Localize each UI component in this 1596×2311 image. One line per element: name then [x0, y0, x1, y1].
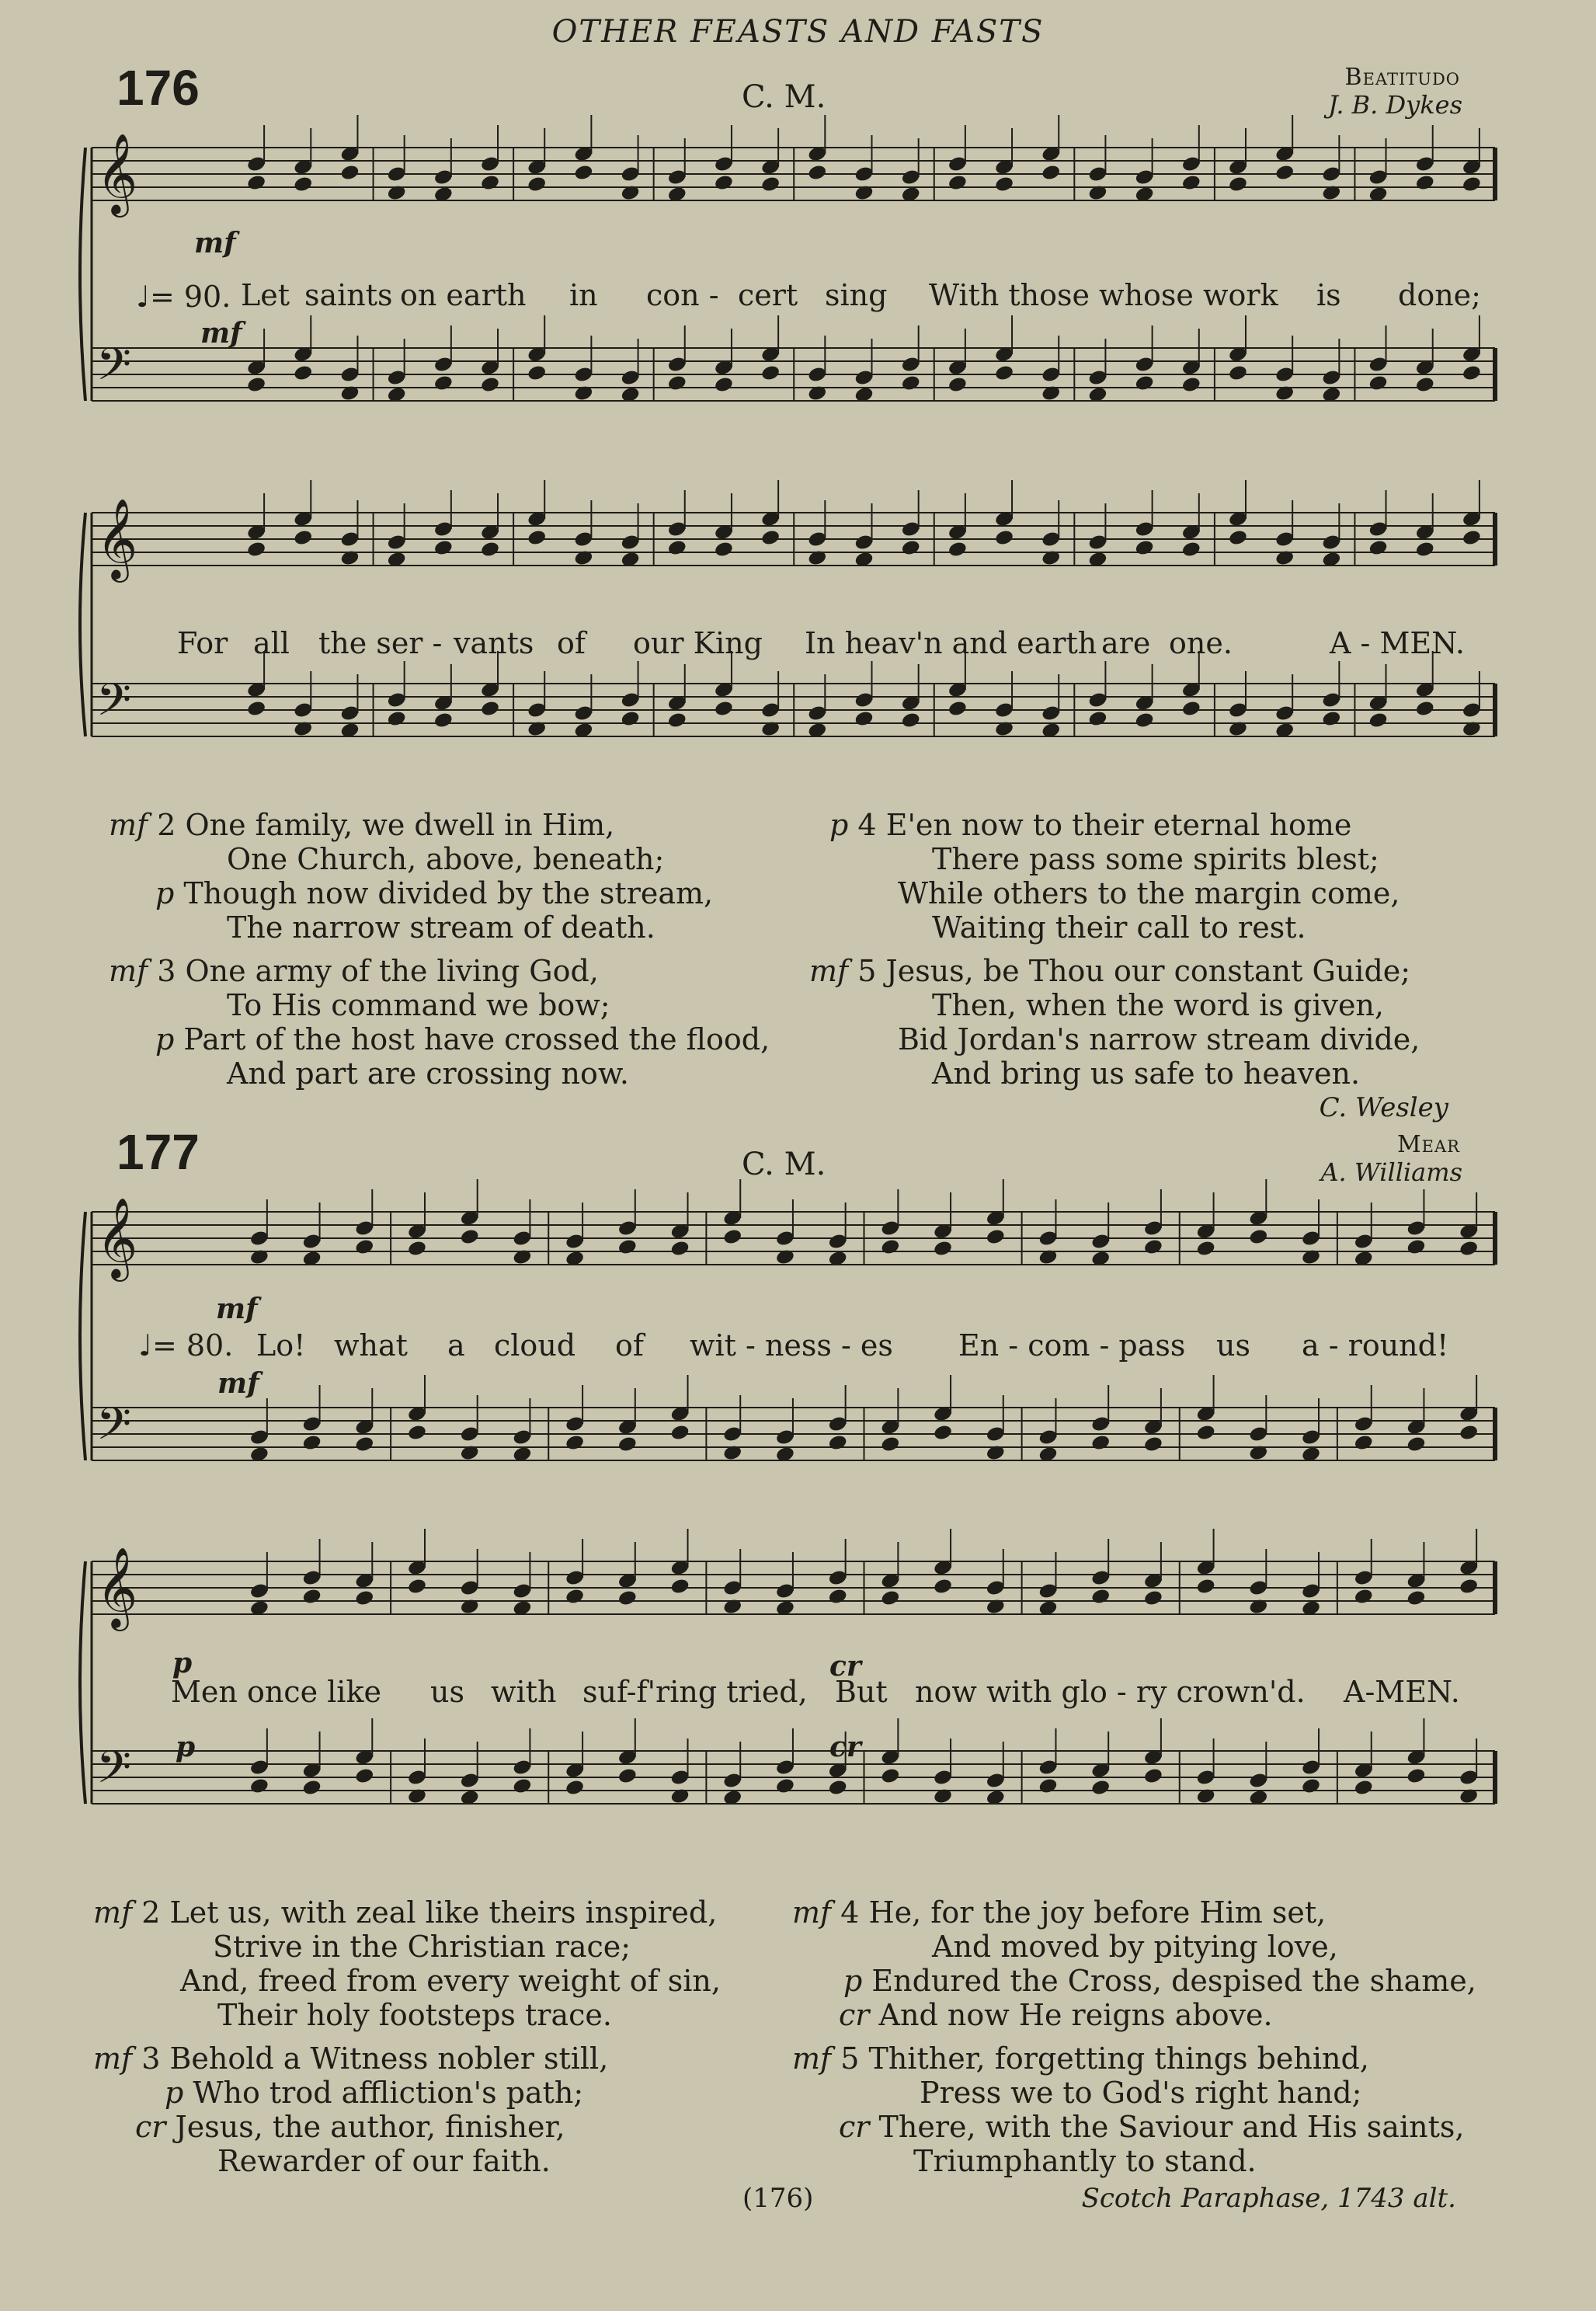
lyric-syllable: what	[334, 1328, 408, 1363]
lyric-syllable: con -	[646, 278, 719, 312]
note-head	[948, 541, 968, 559]
note-head	[714, 376, 734, 394]
note-head	[775, 1777, 795, 1795]
dynamic-marking: p	[172, 1647, 193, 1679]
note-head	[948, 174, 968, 192]
lyric-syllable: In heav'n and earth	[805, 626, 1097, 660]
text-author: Scotch Paraphase, 1743 alt.	[1081, 2183, 1456, 2214]
note-head	[1181, 541, 1201, 559]
lyric-syllable: En - com - pass	[958, 1328, 1186, 1363]
note-head	[901, 539, 921, 557]
dynamic-marking: mf	[200, 317, 242, 350]
note-head	[1368, 539, 1388, 557]
verse-line: Triumphantly to stand.	[913, 2144, 1257, 2178]
note-head	[760, 176, 781, 193]
note-head	[617, 1238, 638, 1256]
text-author: C. Wesley	[1319, 1092, 1448, 1123]
verse-line: mf 4 He, for the joy before Him set,	[792, 1895, 1327, 1930]
note-head	[880, 1436, 900, 1453]
note-head	[1459, 1424, 1479, 1442]
note-head	[1415, 174, 1435, 192]
note-head	[301, 1434, 322, 1452]
note-head	[246, 541, 266, 559]
lyric-syllable: done;	[1398, 278, 1481, 312]
dynamic-marking: mf	[217, 1367, 259, 1400]
lyric-syllable: is	[1316, 278, 1341, 312]
note-head	[760, 529, 781, 547]
note-head	[667, 374, 687, 392]
note-head	[617, 1767, 638, 1785]
dynamic-marking: cr	[829, 1650, 861, 1683]
verse-line: mf 2 Let us, with zeal like theirs inspired,	[93, 1895, 718, 1930]
verse-line: One Church, above, beneath;	[227, 842, 665, 876]
note-head	[714, 174, 734, 192]
lyric-syllable: a - round!	[1302, 1328, 1449, 1363]
note-head	[667, 539, 687, 557]
note-head	[301, 1588, 322, 1606]
note-head	[1090, 1434, 1111, 1452]
lyric-syllable: Men once like	[171, 1675, 381, 1709]
verses-right	[792, 1895, 1476, 2178]
note-head	[293, 176, 313, 193]
verse-line: Press we to God's right hand;	[920, 2076, 1362, 2110]
lyric-syllable: With those whose work	[929, 278, 1278, 312]
note-head	[1462, 176, 1482, 193]
note-head	[1181, 700, 1201, 718]
note-head	[480, 700, 500, 718]
note-head	[1415, 376, 1435, 394]
note-head	[1090, 1779, 1111, 1797]
lyric-syllable: Let	[241, 278, 290, 312]
lyric-syllable: But	[835, 1675, 888, 1709]
verse-line: There pass some spirits blest;	[932, 842, 1379, 876]
note-head	[480, 376, 500, 394]
note-head	[986, 1228, 1006, 1246]
note-head	[1228, 364, 1248, 382]
note-head	[1406, 1238, 1426, 1256]
lyric-syllable: of	[557, 626, 586, 660]
note-head	[1135, 539, 1155, 557]
verse-line: mf 3 One army of the living God,	[109, 954, 599, 988]
note-head	[1228, 176, 1248, 193]
lyric-syllable: us	[1216, 1328, 1250, 1363]
lyric-syllable: of	[615, 1328, 644, 1363]
tune-name: Beatitudo	[1344, 64, 1460, 91]
lyric-syllable: with	[491, 1675, 557, 1709]
note-head	[994, 176, 1014, 193]
verse-line: mf 5 Jesus, be Thou our constant Guide;	[809, 954, 1411, 988]
page-number: (176)	[742, 2183, 814, 2214]
note-head	[246, 174, 266, 192]
lyric-syllable: on earth	[400, 278, 527, 312]
note-head	[1459, 1240, 1479, 1258]
brace	[80, 513, 85, 736]
note-head	[433, 712, 454, 729]
note-head	[1462, 529, 1482, 547]
note-head	[354, 1238, 374, 1256]
lyric-syllable: Lo!	[256, 1328, 306, 1363]
note-head	[1462, 364, 1482, 382]
note-head	[1301, 1777, 1321, 1795]
hymn-number: 176	[116, 60, 200, 116]
verse-line: And moved by pitying love,	[932, 1930, 1338, 1964]
verse-line: Rewarder of our faith.	[217, 2144, 551, 2178]
lyric-syllable: our King	[633, 626, 763, 660]
hymn-meter: C. M.	[742, 1147, 826, 1182]
note-head	[933, 1578, 953, 1596]
note-head	[246, 376, 266, 394]
dynamic-marking: p	[176, 1731, 196, 1763]
verse-line: And bring us safe to heaven.	[932, 1056, 1361, 1091]
note-head	[1143, 1238, 1163, 1256]
note-head	[460, 1228, 480, 1246]
dynamic-marking: mf	[216, 1293, 258, 1325]
note-head	[669, 1578, 690, 1596]
note-head	[301, 1779, 322, 1797]
lyric-syllable: sing	[825, 278, 888, 312]
note-head	[527, 529, 547, 547]
note-head	[828, 1779, 848, 1797]
quarter-note-icon: ♩	[136, 280, 150, 314]
lyric-syllable: are	[1101, 626, 1151, 660]
lyric-syllable: A - MEN.	[1330, 626, 1465, 660]
composer: J. B. Dykes	[1327, 90, 1462, 120]
note-head	[249, 1777, 269, 1795]
composer: A. Williams	[1320, 1157, 1462, 1187]
note-head	[667, 712, 687, 729]
note-head	[880, 1767, 900, 1785]
note-head	[1354, 1434, 1374, 1452]
tune-name: Mear	[1396, 1131, 1460, 1158]
note-head	[480, 174, 500, 192]
lyric-syllable: wit - ness - es	[690, 1328, 893, 1363]
verse-line: cr Jesus, the author, finisher,	[135, 2110, 565, 2144]
note-head	[246, 700, 266, 718]
note-head	[354, 1767, 374, 1785]
note-head	[354, 1589, 374, 1607]
dynamic-marking: mf	[194, 227, 236, 259]
verse-line: mf 3 Behold a Witness nobler still,	[93, 2041, 609, 2076]
note-head	[1181, 174, 1201, 192]
note-head	[828, 1588, 848, 1606]
note-head	[880, 1238, 900, 1256]
note-head	[948, 376, 968, 394]
lyric-syllable: us	[430, 1675, 464, 1709]
bass-clef-icon: 𝄢	[96, 1397, 132, 1461]
verse-line: p Who trod affliction's path;	[165, 2076, 584, 2110]
hymn-meter: C. M.	[742, 79, 826, 115]
lyric-syllable: cloud	[494, 1328, 576, 1363]
note-head	[1368, 712, 1388, 729]
note-head	[854, 710, 874, 728]
note-head	[573, 164, 593, 182]
note-head	[527, 364, 547, 382]
hymn-number: 177	[116, 1124, 200, 1180]
note-head	[407, 1424, 427, 1442]
verse-line: While others to the margin come,	[898, 876, 1400, 910]
lyric-syllable: a	[447, 1328, 465, 1363]
note-head	[293, 529, 313, 547]
note-head	[387, 710, 407, 728]
note-head	[433, 539, 454, 557]
brace	[80, 148, 85, 401]
verse-line: Then, when the word is given,	[932, 988, 1384, 1022]
note-head	[1368, 374, 1388, 392]
note-head	[480, 541, 500, 559]
note-head	[1135, 374, 1155, 392]
note-head	[1090, 1588, 1111, 1606]
verse-line: p Though now divided by the stream,	[155, 876, 714, 910]
lyric-syllable: now with glo - ry crown'd.	[915, 1675, 1306, 1709]
note-head	[565, 1588, 585, 1606]
note-head	[1415, 700, 1435, 718]
note-head	[527, 176, 547, 193]
note-head	[807, 164, 827, 182]
verse-line: Bid Jordan's narrow stream divide,	[898, 1022, 1420, 1056]
note-head	[948, 700, 968, 718]
brace	[80, 1212, 85, 1460]
note-head	[1406, 1589, 1426, 1607]
note-head	[1248, 1228, 1268, 1246]
verse-line: p Endured the Cross, despised the shame,	[843, 1964, 1476, 1998]
note-head	[669, 1240, 690, 1258]
note-head	[722, 1228, 742, 1246]
treble-clef-icon: 𝄞	[96, 133, 138, 214]
verses-right	[809, 808, 1420, 1091]
verse-line: p 4 E'en now to their eternal home	[829, 808, 1352, 842]
verse-line: Waiting their call to rest.	[932, 910, 1306, 945]
verse-line: cr And now He reigns above.	[839, 1998, 1273, 2032]
note-head	[407, 1578, 427, 1596]
lyric-syllable: A-MEN.	[1344, 1675, 1460, 1709]
verses-left	[109, 808, 770, 1091]
note-head	[1228, 529, 1248, 547]
note-head	[901, 712, 921, 729]
note-head	[1274, 164, 1295, 182]
bass-clef-icon: 𝄢	[96, 1741, 132, 1805]
note-head	[1196, 1578, 1216, 1596]
lyric-syllable: cert	[738, 278, 798, 312]
note-head	[1135, 712, 1155, 729]
quarter-note-icon: ♩	[138, 1328, 152, 1363]
note-head	[1041, 164, 1061, 182]
note-head	[1406, 1767, 1426, 1785]
note-head	[293, 364, 313, 382]
bass-clef-icon: 𝄢	[96, 673, 132, 737]
treble-clef-icon: 𝄞	[96, 1547, 138, 1628]
note-head	[1459, 1578, 1479, 1596]
running-header: OTHER FEASTS AND FASTS	[551, 14, 1045, 50]
note-head	[1143, 1436, 1163, 1453]
verse-line: And, freed from every weight of sin,	[180, 1964, 721, 1998]
note-head	[617, 1436, 638, 1453]
note-head	[1143, 1767, 1163, 1785]
note-head	[354, 1436, 374, 1453]
verse-line: And part are crossing now.	[227, 1056, 630, 1091]
note-head	[433, 374, 454, 392]
note-head	[994, 529, 1014, 547]
note-head	[617, 1589, 638, 1607]
note-head	[565, 1434, 585, 1452]
verse-line: p Part of the host have crossed the flood,	[155, 1022, 770, 1056]
verse-line: Strive in the Christian race;	[213, 1930, 631, 1964]
verse-line: cr There, with the Saviour and His saints,	[839, 2110, 1465, 2144]
note-head	[1181, 376, 1201, 394]
lyric-syllable: all	[253, 626, 290, 660]
note-head	[1196, 1240, 1216, 1258]
note-head	[880, 1589, 900, 1607]
verses-left	[93, 1895, 721, 2178]
note-head	[621, 710, 641, 728]
note-head	[1354, 1779, 1374, 1797]
note-head	[565, 1779, 585, 1797]
verse-line: The narrow stream of death.	[227, 910, 655, 945]
note-head	[901, 374, 921, 392]
verse-line: To His command we bow;	[227, 988, 610, 1022]
note-head	[1087, 710, 1107, 728]
lyric-syllable: For	[177, 626, 228, 660]
brace	[80, 1561, 85, 1804]
note-head	[994, 364, 1014, 382]
lyric-syllable: saints	[304, 278, 393, 312]
note-head	[828, 1434, 848, 1452]
note-head	[1143, 1589, 1163, 1607]
treble-clef-icon: 𝄞	[96, 498, 138, 579]
note-head	[339, 164, 360, 182]
note-head	[933, 1424, 953, 1442]
note-head	[714, 700, 734, 718]
note-head	[1415, 541, 1435, 559]
note-head	[1354, 1588, 1374, 1606]
note-head	[760, 364, 781, 382]
note-head	[1196, 1424, 1216, 1442]
lyric-syllable: suf-f'ring tried,	[582, 1675, 808, 1709]
lyric-syllable: the ser -	[318, 626, 443, 660]
bass-clef-icon: 𝄢	[96, 338, 132, 402]
note-head	[1406, 1436, 1426, 1453]
note-head	[512, 1777, 532, 1795]
verse-line: mf 2 One family, we dwell in Him,	[109, 808, 615, 842]
treble-clef-icon: 𝄞	[96, 1197, 138, 1279]
note-head	[669, 1424, 690, 1442]
verse-line: mf 5 Thither, forgetting things behind,	[792, 2041, 1369, 2076]
dynamic-marking: cr	[829, 1731, 861, 1763]
verse-line: Their holy footsteps trace.	[217, 1998, 612, 2032]
lyric-syllable: in	[569, 278, 598, 312]
lyric-syllable: one.	[1169, 626, 1233, 660]
note-head	[407, 1240, 427, 1258]
note-head	[933, 1240, 953, 1258]
lyric-syllable: vants	[454, 626, 534, 660]
note-head	[714, 541, 734, 559]
note-head	[1321, 710, 1341, 728]
note-head	[1038, 1777, 1058, 1795]
tempo-marking: ♩= 80.	[138, 1328, 234, 1363]
tempo-marking: ♩= 90.	[136, 280, 231, 314]
